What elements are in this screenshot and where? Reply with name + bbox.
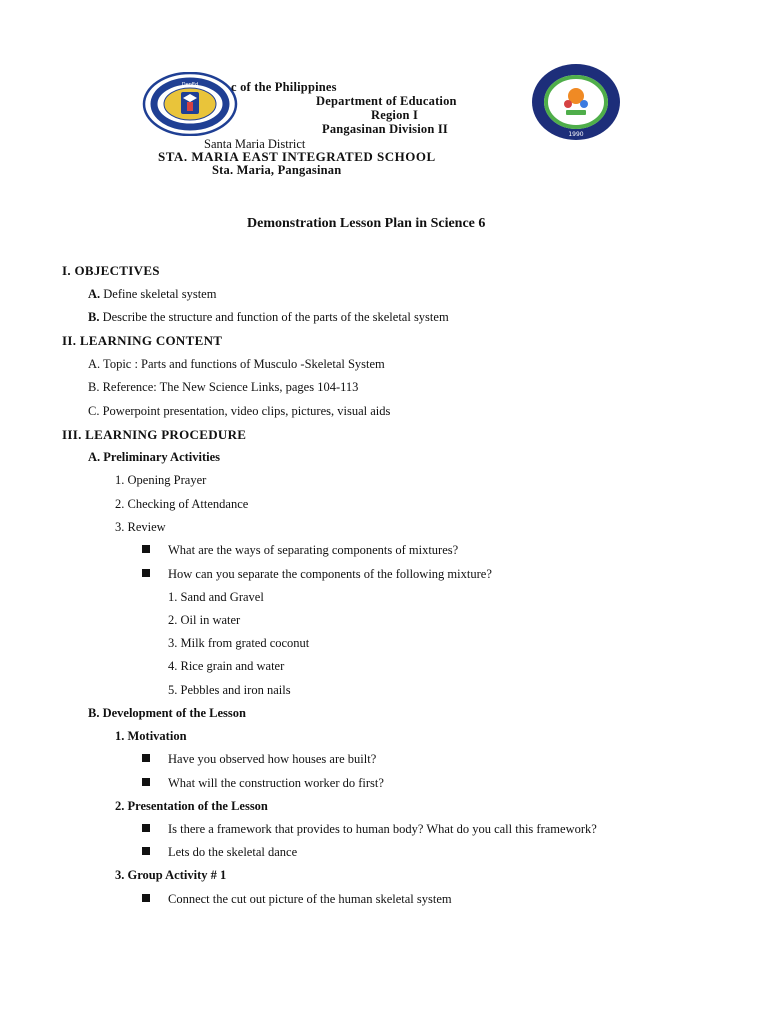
header-line-district: Santa Maria District (204, 137, 306, 151)
development-heading: B. Development of the Lesson (88, 706, 246, 720)
motivation-heading: 1. Motivation (115, 729, 187, 743)
mixture-item-1: 1. Sand and Gravel (168, 590, 264, 604)
motivation-question-1: Have you observed how houses are built? (168, 752, 377, 766)
objective-a-letter: A. (88, 287, 101, 301)
document-title: Demonstration Lesson Plan in Science 6 (247, 216, 486, 231)
preliminary-activities-heading: A. Preliminary Activities (88, 450, 221, 464)
section-objectives-heading: I. OBJECTIVES (62, 263, 160, 278)
header-school-name: STA. MARIA EAST INTEGRATED SCHOOL (158, 149, 436, 164)
deped-seal-logo (142, 72, 238, 136)
objective-b (88, 310, 449, 325)
square-bullet-icon (142, 778, 150, 786)
square-bullet-icon (142, 545, 150, 553)
header-line-division: Pangasinan Division II (322, 122, 448, 136)
objective-b-letter: B. (88, 310, 100, 324)
square-bullet-icon (142, 569, 150, 577)
svg-text:DepEd: DepEd (181, 82, 199, 88)
prelim-item-3: 3. Review (115, 520, 166, 534)
objective-b-text: Describe the structure and function of the parts of the skeletal system (102, 310, 449, 324)
header-line-deped: Department of Education (316, 94, 457, 108)
square-bullet-icon (142, 894, 150, 902)
presentation-question-2: Lets do the skeletal dance (168, 845, 298, 859)
group-activity-item-1: Connect the cut out picture of the human skeletal system (168, 892, 452, 906)
header-location: Sta. Maria, Pangasinan (212, 163, 342, 177)
prelim-item-2: 2. Checking of Attendance (115, 497, 249, 511)
group-activity-heading: 3. Group Activity # 1 (115, 868, 227, 882)
presentation-heading: 2. Presentation of the Lesson (115, 799, 268, 813)
division-seal-logo (530, 62, 622, 142)
section-procedure-heading: III. LEARNING PROCEDURE (62, 427, 247, 442)
mixture-item-2: 2. Oil in water (168, 613, 241, 627)
mixture-item-4: 4. Rice grain and water (168, 659, 285, 673)
motivation-question-2: What will the construction worker do first? (168, 776, 384, 790)
header-line-republic: c of the Philippines (231, 80, 337, 94)
prelim-item-1: 1. Opening Prayer (115, 473, 207, 487)
mixture-item-5: 5. Pebbles and iron nails (168, 683, 291, 697)
header-line-region: Region I (371, 108, 419, 122)
objective-a-text: Define skeletal system (103, 287, 217, 301)
review-question-1: What are the ways of separating components of mixtures? (168, 543, 459, 557)
section-content-heading: II. LEARNING CONTENT (62, 333, 223, 348)
content-topic: A. Topic : Parts and functions of Musculo -Skeletal System (88, 357, 385, 371)
division-seal-year: 1990 (568, 131, 584, 138)
content-reference: B. Reference: The New Science Links, pages 104-113 (88, 380, 359, 394)
content-materials: C. Powerpoint presentation, video clips, pictures, visual aids (88, 404, 391, 418)
review-question-2: How can you separate the components of the following mixture? (168, 567, 492, 581)
presentation-question-1: Is there a framework that provides to human body? What do you call this framework? (168, 822, 597, 836)
square-bullet-icon (142, 754, 150, 762)
square-bullet-icon (142, 824, 150, 832)
mixture-item-3: 3. Milk from grated coconut (168, 636, 310, 650)
square-bullet-icon (142, 847, 150, 855)
objective-a (88, 287, 216, 302)
